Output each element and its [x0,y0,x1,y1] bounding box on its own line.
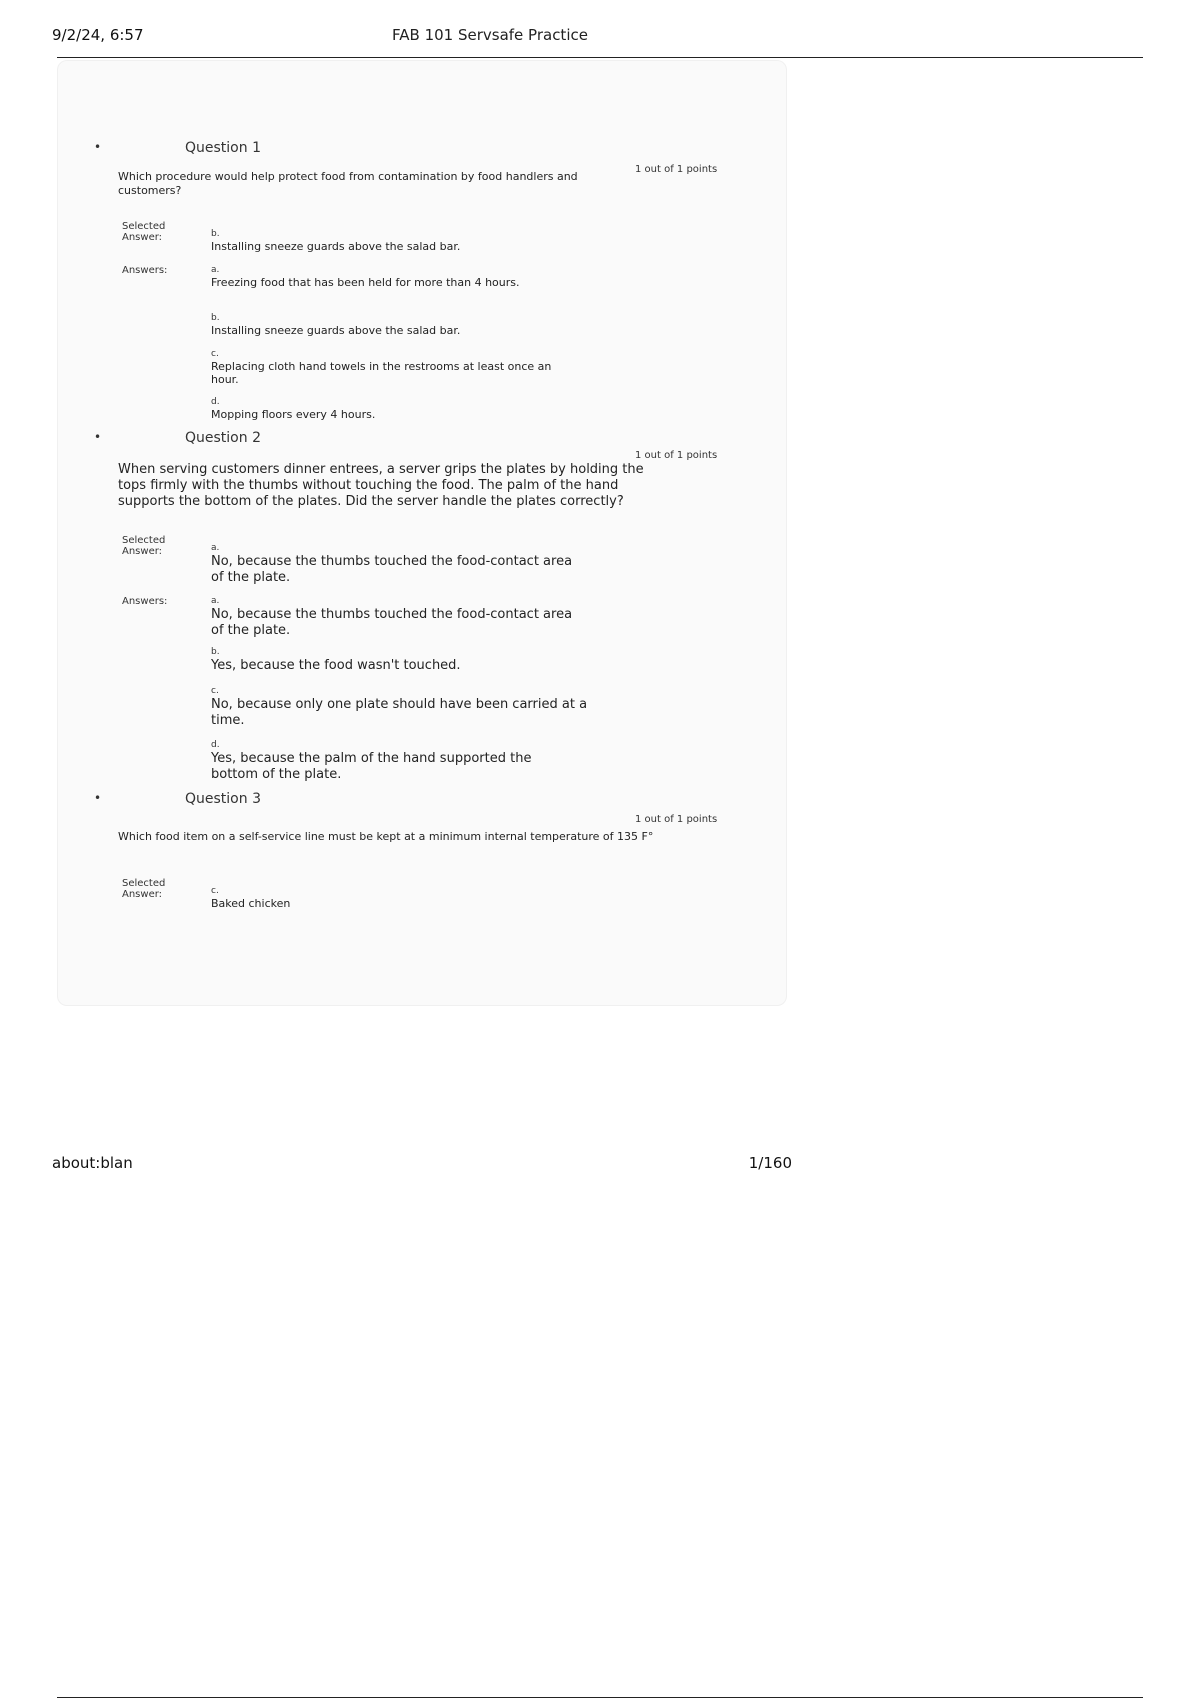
answer-text: Replacing cloth hand towels in the restrooms at least once an hour. [211,360,552,386]
question-text: When serving customers dinner entrees, a server grips the plates by holding the tops firmly with the thumbs without touching the food. The palm of the hand supports the bottom of the plates. Did the server handle the plates correctly? [118,462,644,509]
question-points: 1 out of 1 points [635,450,718,461]
selected-answer-label: Selected Answer: [122,221,166,243]
question-text: Which procedure would help protect food from contamination by food handlers and customers? [118,170,578,197]
answer-text: Freezing food that has been held for more than 4 hours. [211,276,520,289]
answer-option-b [211,313,551,337]
answer-letter: a. [211,265,220,275]
footer-url: about:blan [52,1154,133,1172]
answer-text: No, because the thumbs touched the food-contact area of the plate. [211,554,573,585]
answer-option-c [211,349,556,386]
selected-answer [211,886,511,910]
answer-text: Baked chicken [211,897,291,910]
answer-text: No, because only one plate should have been carried at a time. [211,697,588,728]
list-bullet: • [94,791,102,805]
selected-answer-label: Selected Answer: [122,535,166,557]
answer-letter: c. [211,886,219,896]
answer-letter: c. [211,349,219,359]
answer-option-b [211,647,581,674]
answer-option-d [211,397,551,421]
page-title: FAB 101 Servsafe Practice [392,26,588,44]
list-bullet: • [94,430,102,444]
answer-option-a [211,596,581,639]
answer-letter: b. [211,313,220,323]
answer-letter: b. [211,229,220,239]
selected-answer-label: Selected Answer: [122,878,166,900]
list-bullet: • [94,140,102,154]
print-date: 9/2/24, 6:57 [52,26,144,44]
answer-text: No, because the thumbs touched the food-contact area of the plate. [211,607,573,638]
answer-letter: c. [211,686,219,696]
question-text: Which food item on a self-service line must be kept at a minimum internal temperature of 135 F° [118,830,654,843]
page-number: 1/160 [748,1154,792,1172]
question-points: 1 out of 1 points [635,814,718,825]
answer-option-a [211,265,531,289]
footer-divider [57,1697,1143,1698]
answer-text: Installing sneeze guards above the salad bar. [211,324,461,337]
answer-text: Yes, because the palm of the hand supported the bottom of the plate. [211,751,532,782]
question-title: Question 2 [185,430,261,446]
answer-option-d [211,740,581,783]
answer-letter: a. [211,543,220,553]
question-points: 1 out of 1 points [635,164,718,175]
answer-letter: a. [211,596,220,606]
print-footer [52,1154,792,1176]
question-title: Question 1 [185,140,261,156]
answer-letter: b. [211,647,220,657]
question-title: Question 3 [185,791,261,807]
answer-option-c [211,686,596,729]
quiz-content-panel [57,60,787,1006]
answer-letter: d. [211,740,220,750]
answers-label: Answers: [122,265,168,276]
header-divider [57,57,1143,58]
print-header [52,26,1148,48]
answer-text: Installing sneeze guards above the salad bar. [211,240,461,253]
answers-label: Answers: [122,596,168,607]
selected-answer [211,543,581,586]
answer-text: Yes, because the food wasn't touched. [211,658,461,673]
answer-text: Mopping floors every 4 hours. [211,408,376,421]
answer-letter: d. [211,397,220,407]
selected-answer [211,229,551,253]
